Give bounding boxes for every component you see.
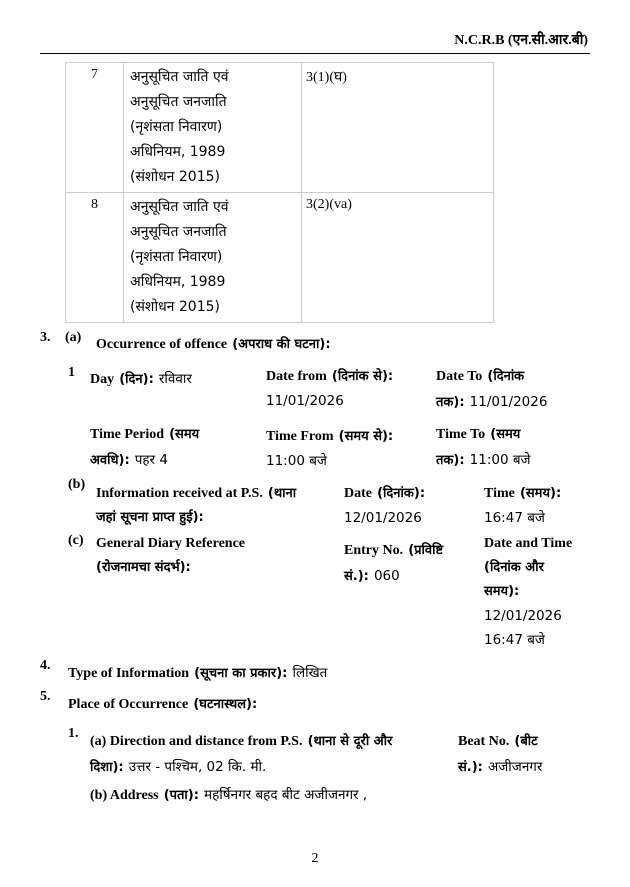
section-5-number: 5. <box>40 689 51 704</box>
section-4-number: 4. <box>40 658 51 673</box>
time-from-field: Time From (समय से): 11:00 बजे <box>266 429 394 469</box>
info-received-date: Date (दिनांक): 12/01/2026 <box>344 486 426 526</box>
info-received-time: Time (समय): 16:47 बजे <box>484 486 562 526</box>
date-from-field: Date from (दिनांक से): 11/01/2026 <box>266 369 394 409</box>
act-serial: 8 <box>66 193 124 323</box>
time-period-field: Time Period (समय अवधि): पहर 4 <box>90 427 200 468</box>
acts-table <box>65 62 494 323</box>
day-field: Day (दिन): रविवार <box>90 371 192 387</box>
place-of-occurrence-heading: Place of Occurrence (घटनास्थल): <box>68 697 258 712</box>
time-to-field: Time To (समय तक): 11:00 बजे <box>436 427 531 468</box>
place-row-number: 1. <box>68 726 79 741</box>
section-3b-marker: (b) <box>68 477 86 492</box>
table-row <box>66 193 494 323</box>
table-row <box>66 63 494 193</box>
section-3c-marker: (c) <box>68 533 84 548</box>
diary-date-time-field: Date and Time (दिनांक और समय): 12/01/2026 16:47 बजे <box>484 536 573 648</box>
act-name: अनुसूचित जाति एवं अनुसूचित जनजाति (नृशंसता निवारण) अधिनियम, 1989 (संशोधन 2015) <box>124 193 302 323</box>
page-number: 2 <box>311 851 319 866</box>
address-field: (b) Address (पता): महर्षिनगर बहद बीट अजीजनगर , <box>90 787 368 803</box>
direction-distance-field: (a) Direction and distance from P.S. (थाना से दूरी और दिशा): उत्तर - पश्चिम, 02 कि. मी. <box>90 734 393 775</box>
occurrence-row-number: 1 <box>68 365 75 380</box>
date-to-field: Date To (दिनांक तक): 11/01/2026 <box>436 369 548 410</box>
general-diary-label: General Diary Reference (रोजनामचा संदर्भ): <box>96 536 246 575</box>
beat-number-field: Beat No. (बीट सं.): अजीजनगर <box>458 734 543 775</box>
page-header-title: N.C.R.B (एन.सी.आर.बी) <box>454 33 588 48</box>
occurrence-heading: Occurrence of offence (अपराध की घटना): <box>96 337 331 352</box>
act-section: 3(1)(घ) <box>302 63 494 193</box>
act-section: 3(2)(va) <box>302 193 494 323</box>
info-received-label: Information received at P.S. (थाना जहां सूचना प्राप्त हुई): <box>96 486 297 525</box>
section-3-number: 3. <box>40 330 51 345</box>
type-of-information: Type of Information (सूचना का प्रकार): लिखित <box>68 665 328 681</box>
act-name: अनुसूचित जाति एवं अनुसूचित जनजाति (नृशंसता निवारण) अधिनियम, 1989 (संशोधन 2015) <box>124 63 302 193</box>
act-serial: 7 <box>66 63 124 193</box>
header-divider <box>40 53 590 54</box>
entry-number-field: Entry No. (प्रविष्टि सं.): 060 <box>344 543 444 584</box>
section-3a-marker: (a) <box>65 330 82 345</box>
